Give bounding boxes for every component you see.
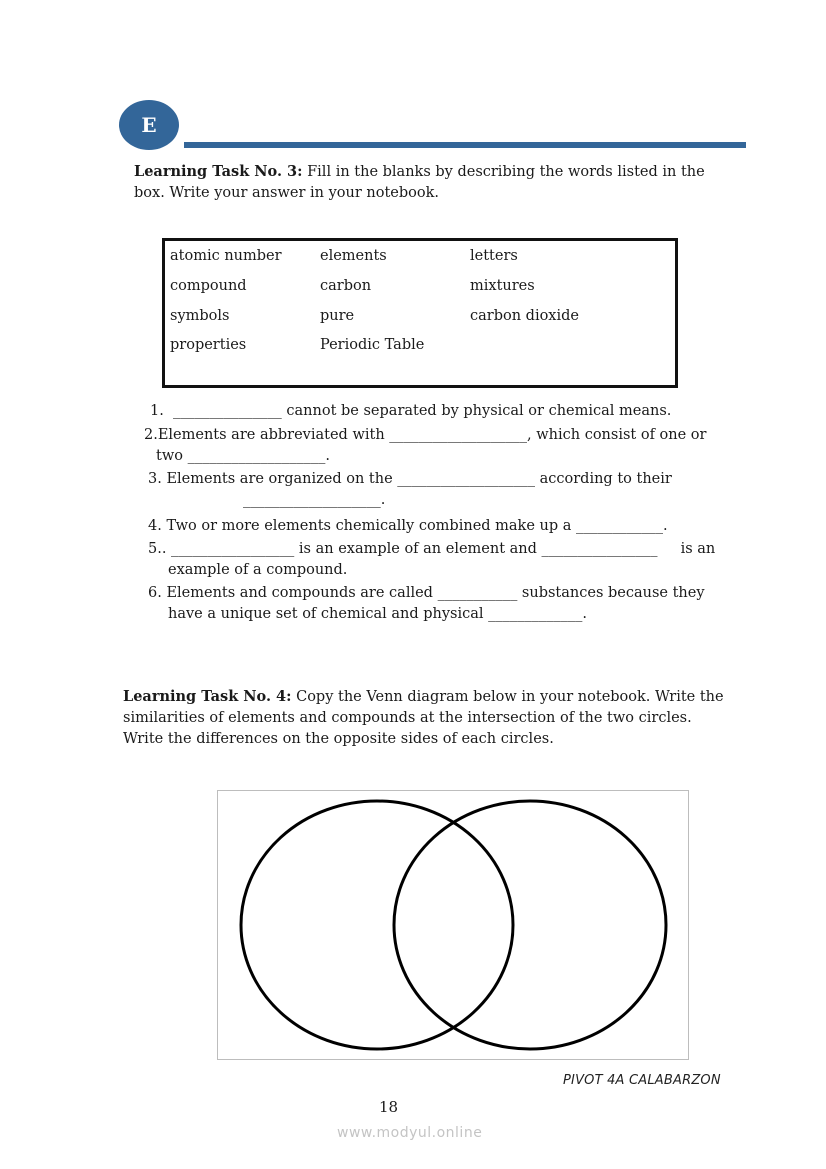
word-box-item: carbon dioxide — [470, 308, 579, 324]
word-box-item: letters — [470, 248, 518, 264]
task3-title: Learning Task No. 3: — [134, 163, 303, 180]
question-5-cont: example of a compound. — [168, 562, 348, 578]
task4-line2: similarities of elements and compounds at the intersection of the two circles. — [123, 710, 692, 726]
section-divider-bar — [184, 142, 746, 148]
word-box — [162, 238, 678, 388]
venn-circle-left — [241, 801, 513, 1049]
task4-instructions — [123, 686, 724, 750]
venn-diagram-frame — [217, 790, 689, 1060]
word-box-item: compound — [170, 278, 247, 294]
question-2-cont: two ___________________. — [156, 448, 330, 464]
word-box-item: atomic number — [170, 248, 282, 264]
task3-instructions — [134, 161, 705, 204]
task4-line1: Copy the Venn diagram below in your notebook. Write the — [296, 689, 724, 705]
word-box-item: mixtures — [470, 278, 535, 294]
question-4: 4. Two or more elements chemically combined make up a ____________. — [148, 518, 668, 534]
venn-circle-right — [394, 801, 666, 1049]
word-box-item: elements — [320, 248, 387, 264]
footer-pivot-label: PIVOT 4A CALABARZON — [563, 1073, 721, 1088]
section-badge-letter: E — [141, 113, 157, 137]
question-5: 5.. _________________ is an example of an element and ________________ is an — [148, 541, 716, 557]
question-2: 2.Elements are abbreviated with ___________________, which consist of one or — [144, 427, 707, 443]
question-6-cont: have a unique set of chemical and physical _____________. — [168, 606, 587, 622]
question-6: 6. Elements and compounds are called ___________ substances because they — [148, 585, 705, 601]
word-box-item: properties — [170, 337, 247, 353]
task3-instructions-line1: Fill in the blanks by describing the words listed in the — [307, 164, 705, 180]
task4-line3: Write the differences on the opposite sides of each circles. — [123, 731, 554, 747]
question-3: 3. Elements are organized on the ___________________ according to their — [148, 471, 672, 487]
word-box-item: pure — [320, 308, 355, 324]
word-box-item: carbon — [320, 278, 372, 294]
question-1: 1. _______________ cannot be separated by physical or chemical means. — [150, 403, 672, 419]
venn-diagram — [218, 791, 688, 1059]
section-badge — [119, 100, 179, 150]
website-watermark: www.modyul.online — [337, 1125, 483, 1141]
task3-instructions-line2: box. Write your answer in your notebook. — [134, 185, 440, 201]
task4-title: Learning Task No. 4: — [123, 688, 292, 705]
question-3-cont: ___________________. — [243, 492, 386, 508]
word-box-item: Periodic Table — [320, 337, 425, 353]
page-number: 18 — [379, 1098, 399, 1116]
word-box-item: symbols — [170, 308, 230, 324]
